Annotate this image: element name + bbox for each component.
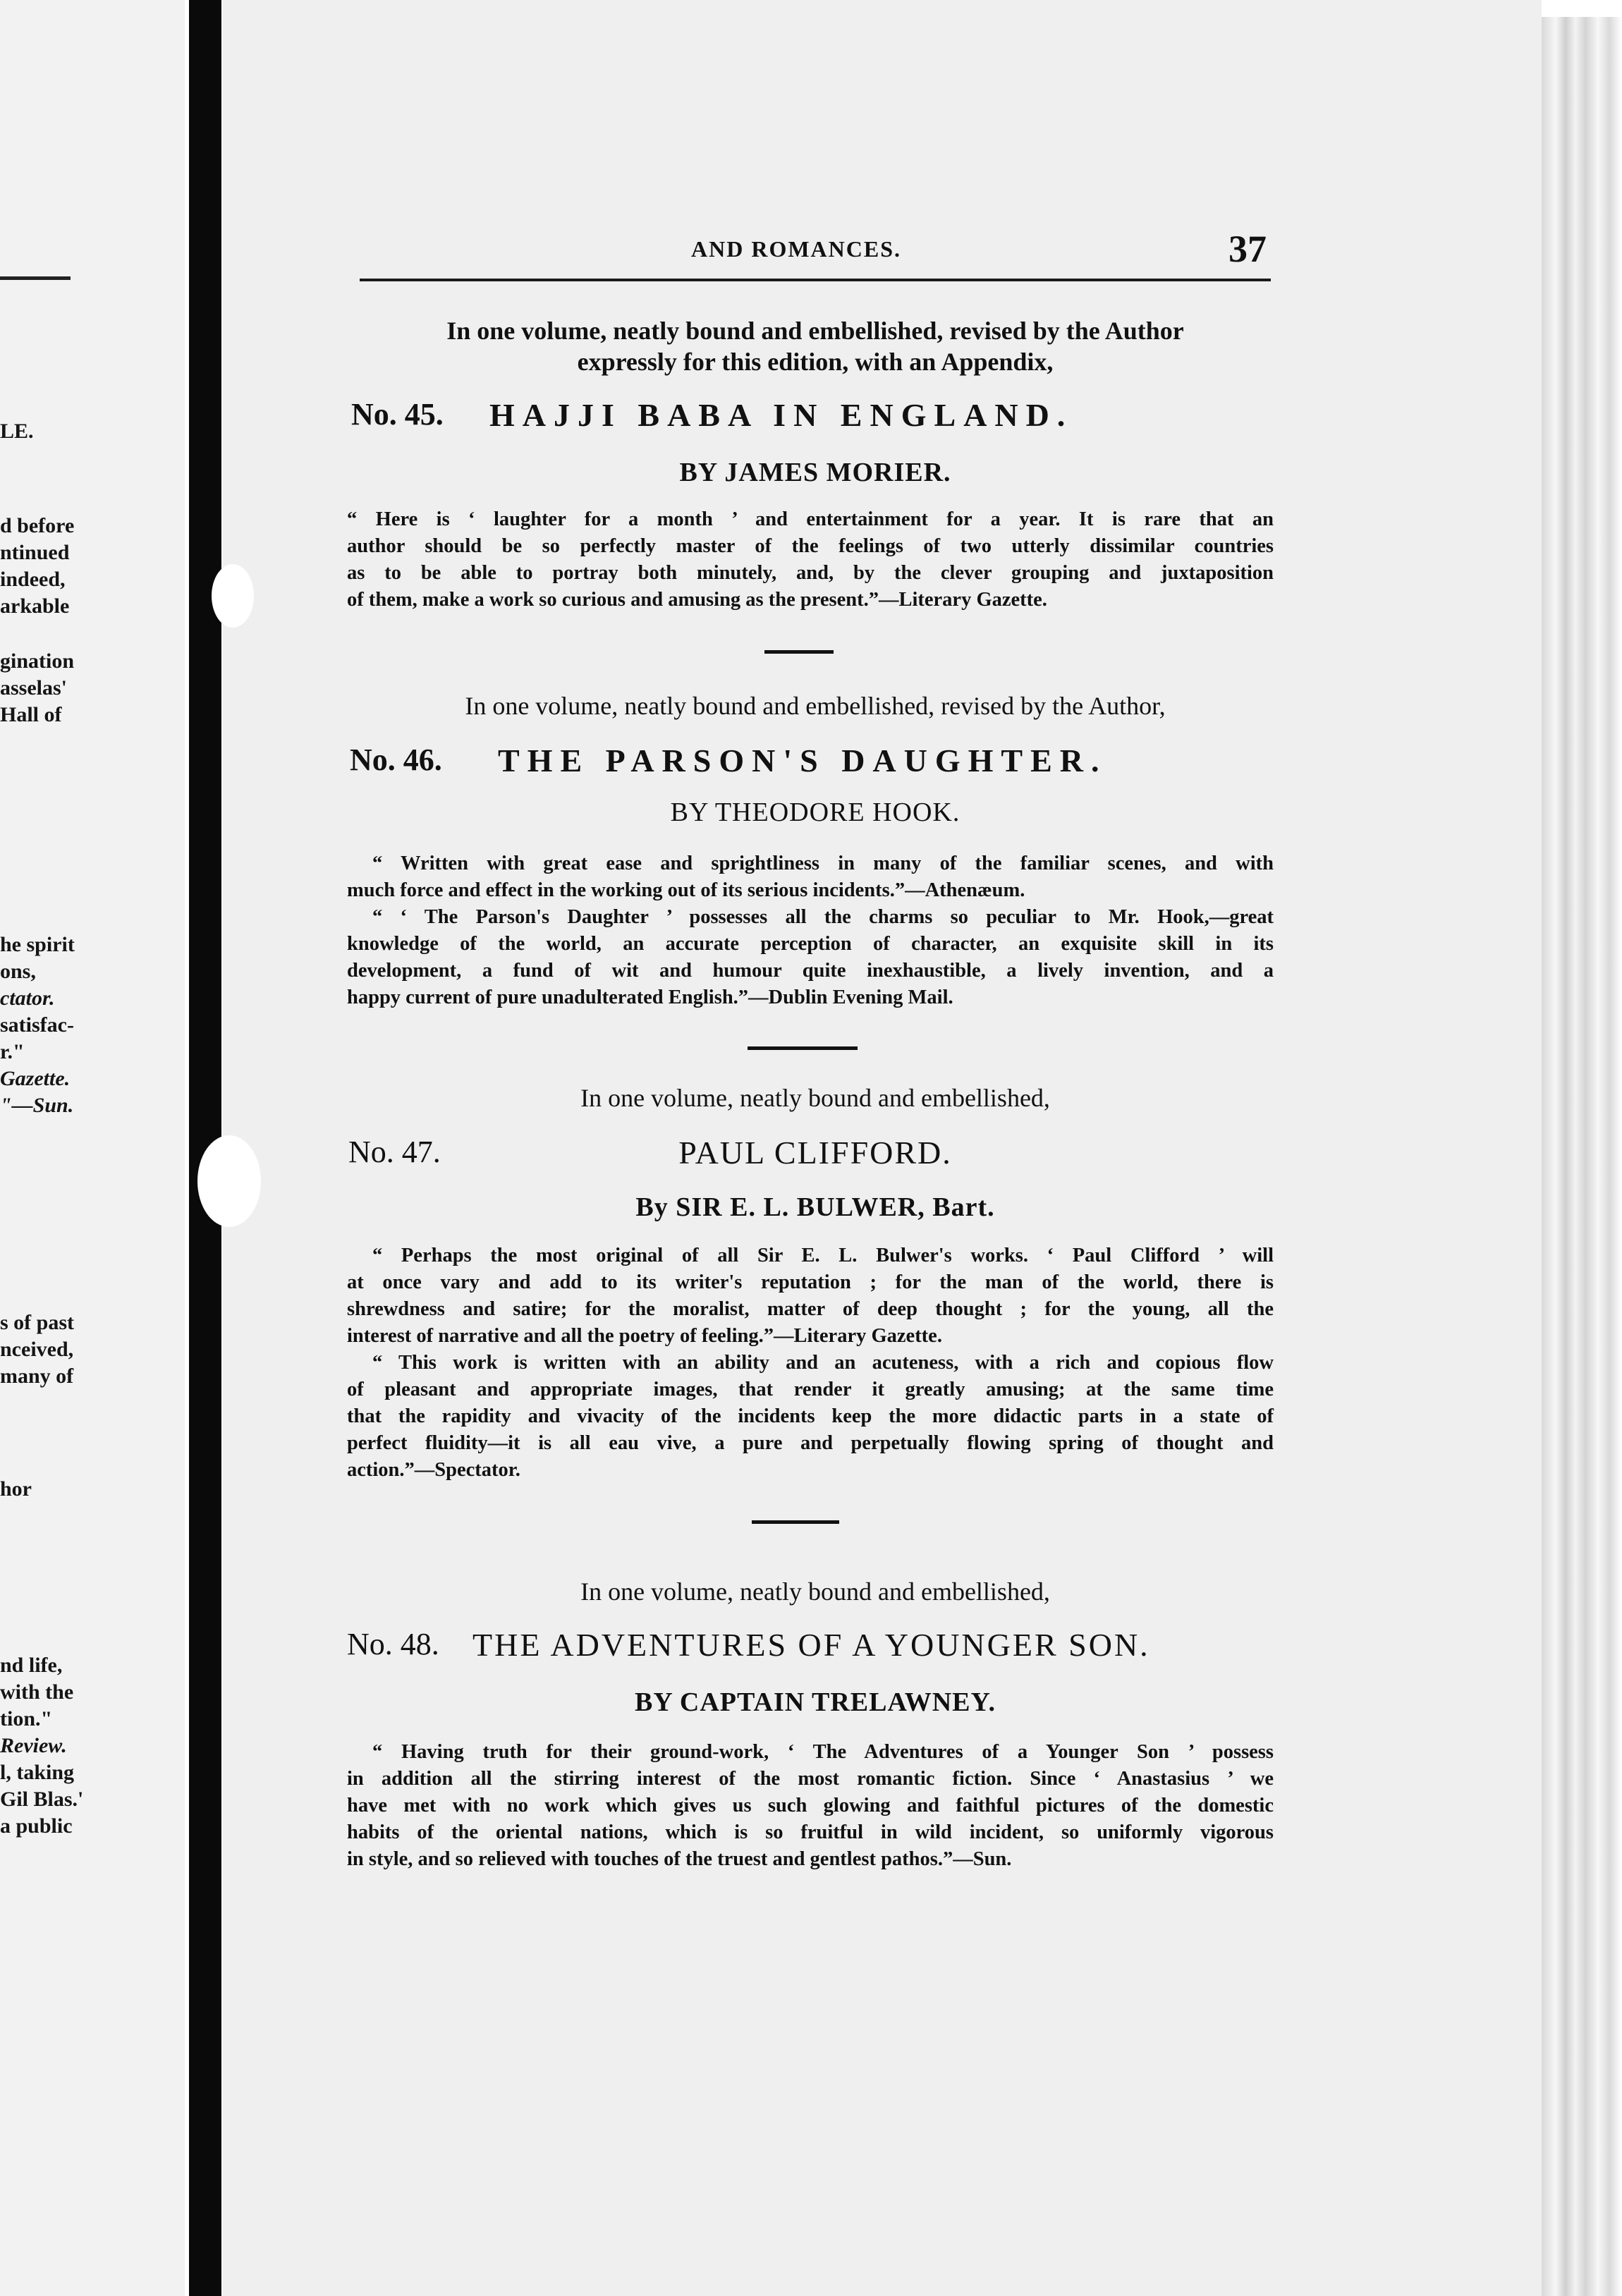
entry-intro: expressly for this edition, with an Appendix, bbox=[577, 348, 1054, 376]
header-rule bbox=[360, 279, 1271, 281]
left-page-text-fragment: ctator. bbox=[0, 987, 55, 1010]
section-separator bbox=[752, 1520, 839, 1524]
section-separator bbox=[764, 650, 834, 654]
entry-byline: BY THEODORE HOOK. bbox=[670, 798, 961, 827]
entry-intro: In one volume, neatly bound and embellished, bbox=[580, 1084, 1050, 1112]
entry-intro: In one volume, neatly bound and embellished, revised by the Author, bbox=[465, 692, 1166, 720]
left-page-text-fragment: Gil Blas.' bbox=[0, 1788, 84, 1811]
left-page-text-fragment: he spirit bbox=[0, 933, 75, 956]
quote-line: in style, and so relieved with touches of the truest and gentlest pathos.”—Sun. bbox=[347, 1848, 1012, 1870]
quote-line: “ This work is written with an ability and an acuteness, with a rich and copious flow bbox=[372, 1352, 1274, 1374]
left-page-text-fragment: with the bbox=[0, 1680, 74, 1704]
review-quote bbox=[347, 1739, 1274, 1873]
review-quote bbox=[347, 904, 1274, 1011]
quote-line: of pleasant and appropriate images, that render it greatly amusing; at the same time bbox=[347, 1379, 1274, 1400]
entry-intro: In one volume, neatly bound and embellished, revised by the Author bbox=[446, 317, 1184, 345]
left-page-text-fragment: Gazette. bbox=[0, 1067, 71, 1090]
entry-title: HAJJI BABA IN ENGLAND. bbox=[489, 397, 1073, 433]
entry-number: No. 45. bbox=[351, 397, 444, 432]
paper-stain bbox=[212, 564, 254, 628]
quote-line: knowledge of the world, an accurate perception of character, an exquisite skill in its bbox=[347, 933, 1274, 955]
entry-number: No. 47. bbox=[348, 1135, 441, 1169]
entry-number: No. 46. bbox=[350, 743, 442, 777]
quote-line: “ Having truth for their ground-work, ‘ The Adventures of a Younger Son ’ possess bbox=[372, 1741, 1274, 1763]
left-facing-page bbox=[0, 0, 185, 2296]
entry-intro: In one volume, neatly bound and embellished, bbox=[580, 1577, 1050, 1606]
quote-line: happy current of pure unadulterated English.”—Dublin Evening Mail. bbox=[347, 987, 953, 1008]
left-page-text-fragment: a public bbox=[0, 1814, 73, 1838]
entry-number: No. 48. bbox=[347, 1627, 439, 1661]
running-head: AND ROMANCES. bbox=[691, 236, 901, 262]
quote-line: habits of the oriental nations, which is so fruitful in wild incident, so uniformly vigorous bbox=[347, 1821, 1274, 1843]
left-page-text-fragment: nd life, bbox=[0, 1654, 63, 1677]
review-quote bbox=[347, 850, 1274, 904]
left-page-text-fragment: tion." bbox=[0, 1707, 53, 1730]
left-page-text-fragment: d before bbox=[0, 514, 75, 537]
page-edge-top bbox=[1542, 0, 1622, 17]
quote-line: perfect fluidity—it is all eau vive, a pure and perpetually flowing spring of thought and bbox=[347, 1432, 1274, 1454]
review-quote bbox=[347, 1350, 1274, 1484]
entry-byline: BY CAPTAIN TRELAWNEY. bbox=[635, 1687, 996, 1717]
left-page-text-fragment: LE. bbox=[0, 420, 34, 443]
quote-line: “ ‘ The Parson's Daughter ’ possesses all the charms so peculiar to Mr. Hook,—great bbox=[372, 906, 1274, 928]
quote-line: “ Perhaps the most original of all Sir E. L. Bulwer's works. ‘ Paul Clifford ’ will bbox=[372, 1245, 1274, 1266]
page-number: 37 bbox=[1228, 228, 1267, 270]
left-page-text-fragment: Hall of bbox=[0, 703, 62, 726]
left-page-text-fragment: Review. bbox=[0, 1734, 67, 1757]
left-page-text-fragment: ons, bbox=[0, 960, 36, 983]
left-page-text-fragment: asselas' bbox=[0, 676, 68, 700]
quote-line: action.”—Spectator. bbox=[347, 1459, 520, 1481]
quote-line: of them, make a work so curious and amusing as the present.”—Literary Gazette. bbox=[347, 589, 1047, 611]
left-page-text-fragment: arkable bbox=[0, 594, 70, 618]
quote-line: as to be able to portray both minutely, and, by the clever grouping and juxtaposition bbox=[347, 562, 1274, 584]
left-page-text-fragment: ntinued bbox=[0, 541, 70, 564]
left-page-text-fragment: satisfac- bbox=[0, 1013, 74, 1037]
entry-title: PAUL CLIFFORD. bbox=[678, 1135, 952, 1171]
quote-line: interest of narrative and all the poetry of feeling.”—Literary Gazette. bbox=[347, 1325, 942, 1347]
quote-line: in addition all the stirring interest of the most romantic fiction. Since ‘ Anastasius ’ we bbox=[347, 1768, 1274, 1790]
quote-line: have met with no work which gives us such glowing and faithful pictures of the domestic bbox=[347, 1795, 1274, 1816]
left-page-text-fragment: nceived, bbox=[0, 1338, 74, 1361]
review-quote bbox=[347, 1242, 1274, 1350]
entry-title: THE ADVENTURES OF A YOUNGER SON. bbox=[472, 1627, 1150, 1663]
left-page-rule bbox=[0, 276, 71, 280]
section-separator bbox=[748, 1046, 858, 1050]
quote-line: development, a fund of wit and humour quite inexhaustible, a lively invention, and a bbox=[347, 960, 1274, 982]
quote-line: “ Written with great ease and sprightliness in many of the familiar scenes, and with bbox=[372, 853, 1274, 874]
paper-stain bbox=[197, 1135, 261, 1227]
left-page-text-fragment: gination bbox=[0, 649, 75, 673]
entry-byline: By SIR E. L. BULWER, Bart. bbox=[635, 1192, 995, 1222]
left-page-text-fragment: hor bbox=[0, 1477, 32, 1501]
quote-line: shrewdness and satire; for the moralist, matter of deep thought ; for the young, all the bbox=[347, 1298, 1274, 1320]
entry-title: THE PARSON'S DAUGHTER. bbox=[498, 743, 1107, 778]
left-page-text-fragment: "—Sun. bbox=[0, 1094, 74, 1117]
entry-byline: BY JAMES MORIER. bbox=[679, 458, 951, 487]
page-edges bbox=[1542, 0, 1622, 2296]
left-page-text-fragment: r." bbox=[0, 1040, 25, 1063]
left-page-text-fragment: many of bbox=[0, 1364, 74, 1388]
review-quote bbox=[347, 506, 1274, 613]
quote-line: much force and effect in the working out of its serious incidents.”—Athenæum. bbox=[347, 879, 1025, 901]
left-page-text-fragment: s of past bbox=[0, 1311, 75, 1334]
left-page-text-fragment: l, taking bbox=[0, 1761, 75, 1784]
quote-line: that the rapidity and vivacity of the incidents keep the more didactic parts in a state of bbox=[347, 1405, 1274, 1427]
quote-line: at once vary and add to its writer's reputation ; for the man of the world, there is bbox=[347, 1271, 1274, 1293]
quote-line: author should be so perfectly master of the feelings of two utterly dissimilar countries bbox=[347, 535, 1274, 557]
left-page-text-fragment: indeed, bbox=[0, 568, 66, 591]
quote-line: “ Here is ‘ laughter for a month ’ and entertainment for a year. It is rare that an bbox=[347, 508, 1274, 530]
